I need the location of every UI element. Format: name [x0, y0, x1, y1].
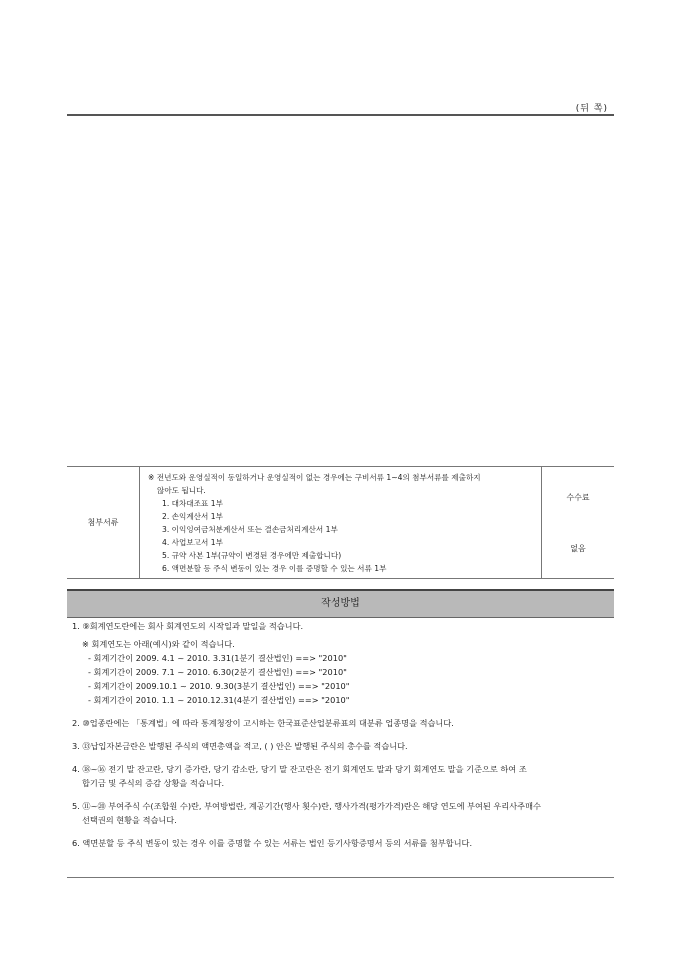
fiscal-year-example: - 회계기간이 2009. 4.1 ~ 2010. 3.31(1분기 결산법인) ==> "2010" [88, 653, 347, 663]
fee-cell [542, 467, 615, 579]
fiscal-year-example: - 회계기간이 2009. 7.1 ~ 2010. 6.30(2분기 결산법인) ==> "2010" [88, 667, 347, 677]
bottom-divider [67, 877, 614, 878]
method-item-5-line2: 선택권의 현황을 적습니다. [82, 815, 177, 825]
attachments-note-line1: ※ 전년도와 운영실적이 동일하거나 운영실적이 없는 경우에는 구비서류 1~4의 첨부서류를 제출하지 [148, 473, 481, 482]
top-divider [67, 114, 614, 116]
method-instructions [72, 619, 612, 850]
attachment-item: 3. 이익잉여금처분계산서 또는 결손금처리계산서 1부 [162, 525, 338, 534]
attachment-item: 2. 손익계산서 1부 [162, 512, 223, 521]
fee-value: 없음 [570, 543, 586, 553]
method-item-6: 6. 액면분할 등 주식 변동이 있는 경우 이를 증명할 수 있는 서류는 법인 등기사항증명서 등의 서류를 첨부합니다. [72, 838, 473, 848]
fee-label: 수수료 [566, 492, 590, 502]
page-side-label: (뒤 쪽) [575, 104, 608, 114]
attachment-item: 6. 액면분할 등 주식 변동이 있는 경우 이를 증명할 수 있는 서류 1부 [162, 564, 387, 573]
method-item-4-line2: 합기금 및 주식의 증감 상황을 적습니다. [82, 778, 225, 788]
attachments-note-line2: 않아도 됩니다. [157, 486, 206, 495]
method-item-3: 3. ⑬납입자본금란은 발행된 주식의 액면총액을 적고, ( ) 안은 발행된 주식의 총수를 적습니다. [72, 741, 408, 751]
fiscal-year-example: - 회계기간이 2009.10.1 ~ 2010. 9.30(3분기 결산법인) ==> "2010" [88, 681, 350, 691]
method-item-1-note: ※ 회계연도는 아래(예시)와 같이 적습니다. [82, 639, 235, 649]
attachments-table [67, 466, 614, 579]
attachment-item: 1. 대차대조표 1부 [162, 499, 223, 508]
method-section-title: 작성방법 [67, 589, 614, 618]
fiscal-year-examples [72, 651, 612, 707]
attachment-item: 4. 사업보고서 1부 [162, 538, 223, 547]
method-item-5-line1: 5. ⑪~⑳ 부여주식 수(조합원 수)란, 부여방법란, 계공기간(행사 횟수)란, 행사가격(평가가격)란은 해당 연도에 부여된 우리사주매수 [72, 801, 541, 811]
attachments-list [148, 497, 533, 575]
method-item-2: 2. ⑩업종란에는 「통계법」에 따라 통계청장이 고시하는 한국표준산업분류표의 대분류 업종명을 적습니다. [72, 718, 454, 728]
attachments-content [140, 467, 542, 579]
attachment-item: 5. 규약 사본 1부(규약이 변경된 경우에만 제출합니다) [162, 551, 342, 560]
fiscal-year-example: - 회계기간이 2010. 1.1 ~ 2010.12.31(4분기 결산법인) ==> "2010" [88, 695, 350, 705]
method-item-4-line1: 4. ⑱~⑯ 전기 말 잔고란, 당기 증가란, 당기 감소란, 당기 말 잔고란은 전기 회계연도 말과 당기 회계연도 말을 기준으로 하여 조 [72, 764, 527, 774]
method-item-1: 1. ⑨회계연도란에는 회사 회계연도의 시작일과 말일을 적습니다. [72, 621, 304, 631]
attachments-label: 첨부서류 [67, 467, 140, 579]
